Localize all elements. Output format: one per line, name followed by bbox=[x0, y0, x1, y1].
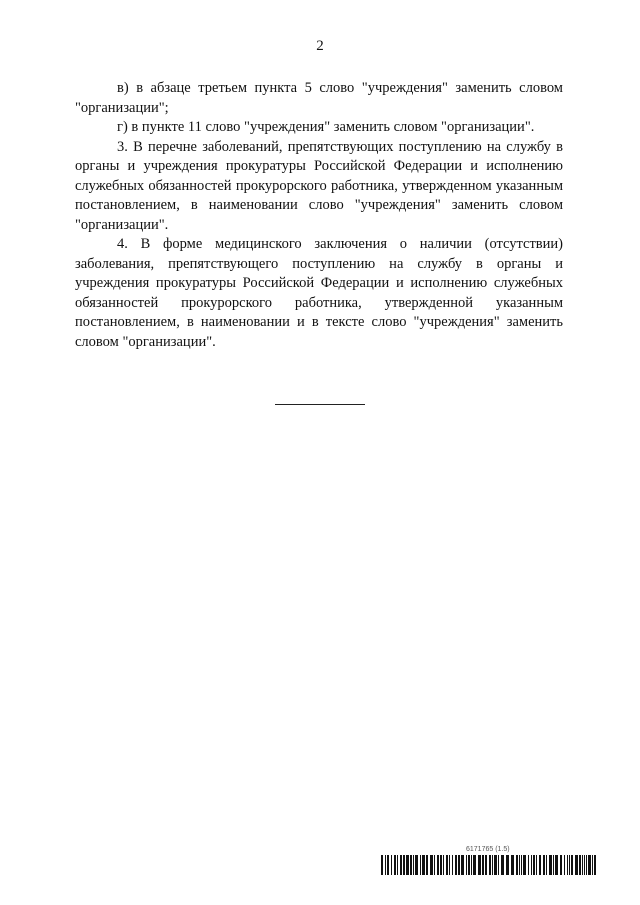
paragraph-subitem-v: в) в абзаце третьем пункта 5 слово "учреждения" заменить словом "организации"; bbox=[75, 80, 563, 116]
paragraph-subitem-g: г) в пункте 11 слово "учреждения" заменить словом "организации". bbox=[117, 119, 535, 135]
paragraph-item-3: 3. В перечне заболеваний, препятствующих поступлению на службу в органы и учреждения прокуратуры Российской Федерации и исполнению служебных обязанностей прокурорского работника, утвержденном указанным постановлением, в наименовании слово "учреждения" заменить словом "организации". bbox=[75, 138, 563, 233]
end-separator-line bbox=[275, 404, 365, 405]
document-code: 6171765 (1.5) bbox=[466, 846, 510, 853]
document-body bbox=[75, 79, 563, 352]
paragraph-item-4: 4. В форме медицинского заключения о наличии (отсутствии) заболевания, препятствующего поступлению на службу в органы и учреждения прокуратуры Российской Федерации и исполнению служебных обязанностей прокурорского работника, утвержденной указанным постановлением, в наименовании и в тексте слово "учреждения" заменить словом "организации". bbox=[75, 236, 563, 350]
barcode bbox=[381, 855, 597, 875]
page-number: 2 bbox=[316, 38, 324, 54]
